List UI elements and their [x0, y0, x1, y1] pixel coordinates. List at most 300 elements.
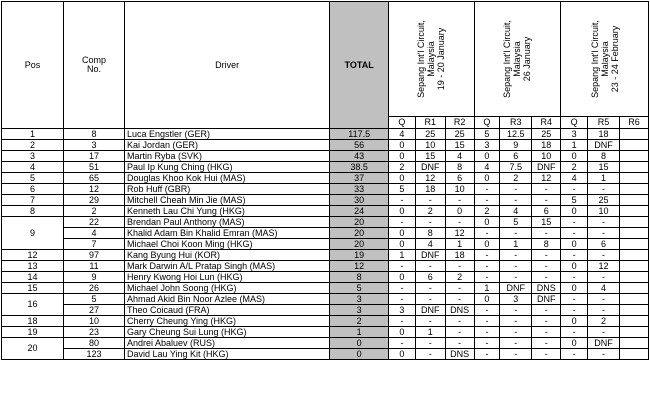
- table-row: [2, 283, 649, 294]
- result-cell: 2: [445, 272, 474, 283]
- result-cell: 0: [561, 261, 588, 272]
- result-cell: -: [500, 261, 532, 272]
- result-cell: DNS: [445, 305, 474, 316]
- result-cell: -: [389, 283, 416, 294]
- result-cell: -: [500, 305, 532, 316]
- result-cell: -: [389, 338, 416, 349]
- result-cell: 0: [389, 327, 416, 338]
- result-cell: -: [532, 305, 561, 316]
- result-cell: -: [474, 305, 500, 316]
- comp-no-cell: 7: [64, 239, 125, 250]
- result-cell: 1: [474, 283, 500, 294]
- result-cell: 1: [389, 250, 416, 261]
- result-cell: [620, 272, 649, 283]
- result-cell: 2: [415, 206, 445, 217]
- driver-cell: Douglas Khoo Kok Hui (MAS): [124, 173, 329, 184]
- result-cell: 0: [561, 316, 588, 327]
- comp-no-cell: 9: [64, 272, 125, 283]
- result-cell: [620, 261, 649, 272]
- driver-cell: Andrei Abaluev (RUS): [124, 338, 329, 349]
- result-cell: 8: [415, 228, 445, 239]
- result-cell: 10: [415, 140, 445, 151]
- result-cell: -: [587, 294, 619, 305]
- result-cell: 25: [415, 129, 445, 140]
- result-cell: -: [500, 349, 532, 360]
- total-cell: 5: [330, 283, 389, 294]
- driver-cell: Mark Darwin A/L Pratap Singh (MAS): [124, 261, 329, 272]
- result-cell: -: [445, 316, 474, 327]
- result-cell: 2: [474, 206, 500, 217]
- result-cell: 2: [587, 316, 619, 327]
- total-cell: 43: [330, 151, 389, 162]
- round-3-country: Malaysia: [599, 41, 610, 77]
- table-row: [2, 129, 649, 140]
- round-1-country: Malaysia: [426, 41, 437, 77]
- result-cell: 18: [532, 140, 561, 151]
- result-cell: [620, 140, 649, 151]
- result-cell: 0: [389, 349, 416, 360]
- result-cell: -: [474, 184, 500, 195]
- result-cell: 8: [587, 151, 619, 162]
- round-2-header: [474, 2, 561, 117]
- table-row: [2, 206, 649, 217]
- driver-cell: Gary Cheung Sui Lung (HKG): [124, 327, 329, 338]
- result-cell: 0: [474, 173, 500, 184]
- result-cell: 5: [474, 129, 500, 140]
- result-cell: -: [561, 217, 588, 228]
- comp-no-cell: 97: [64, 250, 125, 261]
- result-cell: [620, 327, 649, 338]
- result-cell: 0: [389, 228, 416, 239]
- result-cell: 1: [445, 239, 474, 250]
- table-row: [2, 140, 649, 151]
- result-cell: DNS: [445, 349, 474, 360]
- result-cell: -: [445, 261, 474, 272]
- result-cell: -: [532, 272, 561, 283]
- result-cell: -: [532, 316, 561, 327]
- result-cell: 18: [587, 129, 619, 140]
- sub-header-r2: R2: [445, 117, 474, 129]
- pos-header: Pos: [2, 2, 64, 129]
- result-cell: 4: [415, 239, 445, 250]
- total-header: TOTAL: [330, 2, 389, 129]
- result-cell: -: [474, 195, 500, 206]
- comp-no-cell: 29: [64, 195, 125, 206]
- total-cell: 19: [330, 250, 389, 261]
- result-cell: 8: [532, 239, 561, 250]
- result-cell: -: [561, 228, 588, 239]
- table-row: [2, 173, 649, 184]
- result-cell: 0: [474, 294, 500, 305]
- result-cell: 0: [474, 217, 500, 228]
- result-cell: 18: [415, 184, 445, 195]
- result-cell: 5: [500, 217, 532, 228]
- comp-no-cell: 26: [64, 283, 125, 294]
- result-cell: -: [500, 195, 532, 206]
- result-cell: 4: [389, 129, 416, 140]
- sub-header-r6: R6: [620, 117, 649, 129]
- driver-cell: Khalid Adam Bin Khalid Emran (MAS): [124, 228, 329, 239]
- result-cell: [620, 129, 649, 140]
- standings-body: [2, 129, 649, 360]
- driver-cell: Kenneth Lau Chi Yung (HKG): [124, 206, 329, 217]
- comp-no-cell: 65: [64, 173, 125, 184]
- total-cell: 117.5: [330, 129, 389, 140]
- table-row: [2, 250, 649, 261]
- pos-cell: 7: [2, 195, 64, 206]
- result-cell: 1: [500, 239, 532, 250]
- result-cell: 6: [500, 151, 532, 162]
- driver-cell: Mitchell Cheah Min Jie (MAS): [124, 195, 329, 206]
- result-cell: -: [561, 184, 588, 195]
- comp-no-cell: 2: [64, 206, 125, 217]
- table-row: [2, 162, 649, 173]
- result-cell: DNF: [587, 338, 619, 349]
- comp-no-cell: 12: [64, 184, 125, 195]
- driver-cell: Kang Byung Hui (KOR): [124, 250, 329, 261]
- result-cell: -: [500, 327, 532, 338]
- result-cell: 25: [445, 129, 474, 140]
- result-cell: 10: [532, 151, 561, 162]
- round-2-circuit: Sepang Int'l Circuit,: [502, 20, 513, 98]
- driver-cell: Luca Engstler (GER): [124, 129, 329, 140]
- comp-no-cell: 17: [64, 151, 125, 162]
- pos-cell: 4: [2, 162, 64, 173]
- result-cell: -: [415, 261, 445, 272]
- result-cell: 25: [587, 195, 619, 206]
- comp-no-cell: 22: [64, 217, 125, 228]
- result-cell: -: [389, 316, 416, 327]
- result-cell: 6: [587, 239, 619, 250]
- driver-cell: Henry Kwong Hoi Lun (HKG): [124, 272, 329, 283]
- comp-no-cell: 51: [64, 162, 125, 173]
- driver-cell: Kai Jordan (GER): [124, 140, 329, 151]
- round-3-header: [561, 2, 649, 117]
- result-cell: -: [415, 195, 445, 206]
- result-cell: [620, 228, 649, 239]
- result-cell: -: [561, 305, 588, 316]
- result-cell: 4: [474, 162, 500, 173]
- result-cell: -: [561, 349, 588, 360]
- pos-cell: 14: [2, 272, 64, 283]
- result-cell: -: [532, 349, 561, 360]
- result-cell: 2: [561, 162, 588, 173]
- result-cell: -: [587, 184, 619, 195]
- table-row: [2, 261, 649, 272]
- result-cell: 2: [389, 162, 416, 173]
- result-cell: 4: [587, 283, 619, 294]
- result-cell: 15: [445, 140, 474, 151]
- table-row: [2, 305, 649, 316]
- pos-cell: 1: [2, 129, 64, 140]
- result-cell: 0: [474, 239, 500, 250]
- result-cell: 0: [389, 272, 416, 283]
- sub-header-r1: R1: [415, 117, 445, 129]
- result-cell: [620, 250, 649, 261]
- driver-cell: Michael Choi Koon Ming (HKG): [124, 239, 329, 250]
- driver-cell: Ahmad Akid Bin Noor Azlee (MAS): [124, 294, 329, 305]
- result-cell: 4: [561, 173, 588, 184]
- driver-cell: Martin Ryba (SVK): [124, 151, 329, 162]
- result-cell: 10: [445, 184, 474, 195]
- result-cell: -: [474, 250, 500, 261]
- result-cell: DNF: [587, 140, 619, 151]
- result-cell: -: [389, 294, 416, 305]
- result-cell: -: [445, 327, 474, 338]
- result-cell: 6: [532, 206, 561, 217]
- result-cell: 15: [587, 162, 619, 173]
- driver-cell: Brendan Paul Anthony (MAS): [124, 217, 329, 228]
- pos-cell: 8: [2, 206, 64, 217]
- result-cell: 15: [415, 151, 445, 162]
- result-cell: 4: [500, 206, 532, 217]
- pos-cell: 15: [2, 283, 64, 294]
- result-cell: DNS: [532, 283, 561, 294]
- result-cell: -: [445, 217, 474, 228]
- result-cell: 6: [445, 173, 474, 184]
- total-cell: 38.5: [330, 162, 389, 173]
- result-cell: -: [415, 294, 445, 305]
- result-cell: 0: [561, 206, 588, 217]
- result-cell: -: [561, 250, 588, 261]
- result-cell: 3: [474, 140, 500, 151]
- comp-no-header: Comp No.: [64, 2, 125, 129]
- total-cell: 24: [330, 206, 389, 217]
- comp-no-cell: 8: [64, 129, 125, 140]
- result-cell: [620, 151, 649, 162]
- pos-cell: 18: [2, 316, 64, 327]
- result-cell: 0: [389, 206, 416, 217]
- result-cell: 9: [500, 140, 532, 151]
- result-cell: [620, 195, 649, 206]
- pos-cell: 5: [2, 173, 64, 184]
- result-cell: -: [587, 349, 619, 360]
- total-cell: 8: [330, 272, 389, 283]
- result-cell: 0: [561, 283, 588, 294]
- result-cell: -: [445, 338, 474, 349]
- result-cell: -: [445, 294, 474, 305]
- table-row: [2, 327, 649, 338]
- result-cell: 0: [561, 338, 588, 349]
- result-cell: -: [587, 305, 619, 316]
- driver-header: Driver: [124, 2, 329, 129]
- sub-header-r3: R3: [500, 117, 532, 129]
- table-row: [2, 239, 649, 250]
- comp-no-cell: 11: [64, 261, 125, 272]
- total-cell: 33: [330, 184, 389, 195]
- result-cell: 15: [532, 217, 561, 228]
- result-cell: 0: [561, 239, 588, 250]
- comp-no-cell: 80: [64, 338, 125, 349]
- result-cell: DNF: [532, 294, 561, 305]
- pos-cell: 20: [2, 338, 64, 360]
- total-cell: 2: [330, 316, 389, 327]
- result-cell: 12: [587, 261, 619, 272]
- result-cell: 0: [389, 140, 416, 151]
- pos-cell: 19: [2, 327, 64, 338]
- round-3-date: 23 - 24 February: [609, 25, 620, 93]
- result-cell: 0: [561, 151, 588, 162]
- result-cell: -: [445, 195, 474, 206]
- result-cell: [620, 294, 649, 305]
- result-cell: 0: [445, 206, 474, 217]
- result-cell: 3: [500, 294, 532, 305]
- result-cell: -: [532, 184, 561, 195]
- table-row: [2, 272, 649, 283]
- result-cell: 12: [445, 228, 474, 239]
- result-cell: [620, 349, 649, 360]
- table-row: [2, 195, 649, 206]
- result-cell: -: [415, 283, 445, 294]
- total-cell: 20: [330, 239, 389, 250]
- result-cell: -: [532, 228, 561, 239]
- result-cell: 0: [474, 151, 500, 162]
- result-cell: -: [532, 338, 561, 349]
- result-cell: -: [389, 195, 416, 206]
- sub-header-q: Q: [561, 117, 588, 129]
- result-cell: -: [474, 261, 500, 272]
- result-cell: -: [415, 349, 445, 360]
- result-cell: 10: [587, 206, 619, 217]
- table-row: [2, 316, 649, 327]
- result-cell: -: [561, 294, 588, 305]
- result-cell: 12: [532, 173, 561, 184]
- comp-no-cell: 4: [64, 228, 125, 239]
- table-row: [2, 349, 649, 360]
- pos-cell: 12: [2, 250, 64, 261]
- result-cell: -: [415, 217, 445, 228]
- result-cell: -: [474, 228, 500, 239]
- table-row: [2, 217, 649, 228]
- comp-no-cell: 10: [64, 316, 125, 327]
- total-cell: 0: [330, 349, 389, 360]
- pos-cell: 6: [2, 184, 64, 195]
- result-cell: -: [587, 217, 619, 228]
- round-1-header: [389, 2, 475, 117]
- comp-no-cell: 27: [64, 305, 125, 316]
- result-cell: -: [587, 228, 619, 239]
- result-cell: -: [500, 272, 532, 283]
- result-cell: [620, 283, 649, 294]
- comp-no-cell: 3: [64, 140, 125, 151]
- result-cell: DNF: [500, 283, 532, 294]
- result-cell: 1: [561, 140, 588, 151]
- comp-no-cell: 123: [64, 349, 125, 360]
- round-1-circuit: Sepang Int'l Circuit,: [416, 20, 427, 98]
- result-cell: 8: [445, 162, 474, 173]
- pos-cell: 16: [2, 294, 64, 316]
- result-cell: 1: [587, 173, 619, 184]
- result-cell: -: [415, 338, 445, 349]
- result-cell: DNF: [415, 305, 445, 316]
- result-cell: -: [500, 338, 532, 349]
- result-cell: [620, 162, 649, 173]
- result-cell: [620, 217, 649, 228]
- pos-cell: 2: [2, 140, 64, 151]
- comp-no-cell: 5: [64, 294, 125, 305]
- result-cell: [620, 239, 649, 250]
- result-cell: 0: [389, 173, 416, 184]
- result-cell: DNF: [415, 250, 445, 261]
- result-cell: -: [445, 283, 474, 294]
- total-cell: 1: [330, 327, 389, 338]
- result-cell: [620, 184, 649, 195]
- result-cell: -: [474, 349, 500, 360]
- result-cell: [620, 206, 649, 217]
- result-cell: [620, 305, 649, 316]
- table-row: [2, 151, 649, 162]
- table-row: [2, 184, 649, 195]
- driver-cell: Theo Coicaud (FRA): [124, 305, 329, 316]
- driver-cell: Cherry Cheung Ying (HKG): [124, 316, 329, 327]
- driver-cell: David Lau Ying Kit (HKG): [124, 349, 329, 360]
- result-cell: 12: [415, 173, 445, 184]
- total-cell: 30: [330, 195, 389, 206]
- result-cell: -: [474, 327, 500, 338]
- result-cell: 0: [389, 151, 416, 162]
- driver-cell: Paul Ip Kung Ching (HKG): [124, 162, 329, 173]
- result-cell: -: [474, 316, 500, 327]
- result-cell: 3: [561, 129, 588, 140]
- total-cell: 37: [330, 173, 389, 184]
- result-cell: 3: [389, 305, 416, 316]
- sub-header-q: Q: [474, 117, 500, 129]
- result-cell: -: [532, 327, 561, 338]
- result-cell: 18: [445, 250, 474, 261]
- sub-header-q: Q: [389, 117, 416, 129]
- result-cell: 6: [415, 272, 445, 283]
- standings-table: [1, 1, 649, 360]
- table-row: [2, 338, 649, 349]
- result-cell: DNF: [532, 162, 561, 173]
- result-cell: 12.5: [500, 129, 532, 140]
- result-cell: 0: [389, 239, 416, 250]
- result-cell: -: [500, 184, 532, 195]
- header-row: [2, 2, 649, 117]
- result-cell: -: [532, 261, 561, 272]
- pos-cell: 3: [2, 151, 64, 162]
- result-cell: -: [561, 272, 588, 283]
- round-1-date: 19 - 20 January: [436, 27, 447, 91]
- comp-no-cell: 23: [64, 327, 125, 338]
- total-cell: 3: [330, 305, 389, 316]
- result-cell: -: [532, 250, 561, 261]
- result-cell: DNF: [415, 162, 445, 173]
- result-cell: -: [587, 272, 619, 283]
- result-cell: 5: [561, 195, 588, 206]
- result-cell: [620, 173, 649, 184]
- total-cell: 12: [330, 261, 389, 272]
- result-cell: -: [389, 261, 416, 272]
- total-cell: 3: [330, 294, 389, 305]
- sub-header-r5: R5: [587, 117, 619, 129]
- total-cell: 20: [330, 228, 389, 239]
- result-cell: -: [532, 195, 561, 206]
- total-cell: 20: [330, 217, 389, 228]
- result-cell: 5: [389, 184, 416, 195]
- pos-cell: 9: [2, 217, 64, 250]
- round-3-circuit: Sepang Int'l Circuit,: [589, 20, 600, 98]
- result-cell: -: [587, 327, 619, 338]
- result-cell: -: [500, 316, 532, 327]
- total-cell: 0: [330, 338, 389, 349]
- driver-cell: Rob Huff (GBR): [124, 184, 329, 195]
- result-cell: -: [500, 250, 532, 261]
- result-cell: -: [389, 217, 416, 228]
- result-cell: -: [474, 338, 500, 349]
- result-cell: [620, 338, 649, 349]
- sub-header-r4: R4: [532, 117, 561, 129]
